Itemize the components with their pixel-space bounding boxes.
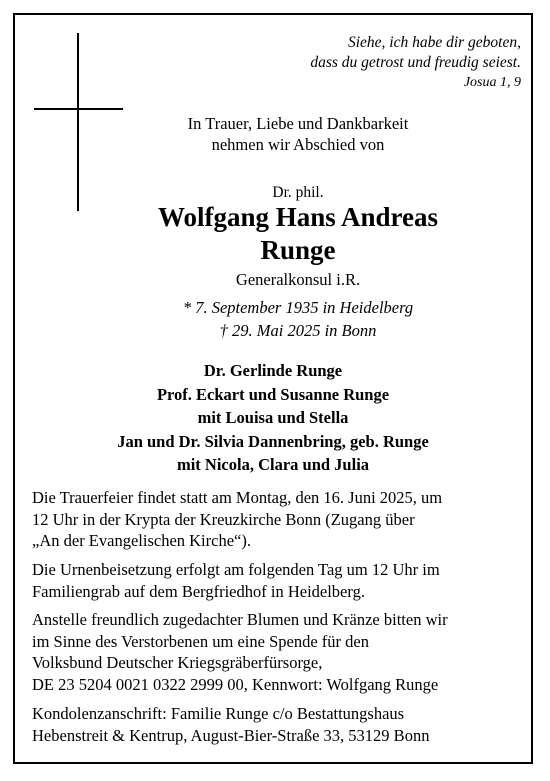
verse-line: Siehe, ich habe dir geboten, bbox=[347, 34, 521, 51]
mourners-list bbox=[25, 359, 521, 477]
donation-paragraph bbox=[32, 609, 521, 695]
paragraph-line: im Sinne des Verstorbenen um eine Spende für den bbox=[32, 631, 369, 651]
bible-verse bbox=[310, 33, 521, 93]
name-line: Wolfgang Hans Andreas bbox=[157, 202, 439, 232]
mourner-line: Prof. Eckart und Susanne Runge bbox=[156, 384, 390, 404]
intro-line: In Trauer, Liebe und Dankbarkeit bbox=[187, 114, 409, 133]
mourner-line: mit Louisa und Stella bbox=[197, 408, 349, 427]
paragraph-line: Familiengrab auf dem Bergfriedhof in Heidelberg. bbox=[32, 581, 365, 601]
intro-text bbox=[75, 113, 521, 155]
paragraph-line: Volksbund Deutscher Kriegsgräberfürsorge, bbox=[32, 653, 323, 672]
death-date: † 29. Mai 2025 in Bonn bbox=[219, 321, 377, 340]
birth-date: * 7. September 1935 in Heidelberg bbox=[182, 298, 414, 317]
paragraph-line: DE 23 5204 0021 0322 2999 00, Kennwort: Wolfgang Runge bbox=[32, 674, 439, 694]
verse-reference: Josua 1, 9 bbox=[463, 75, 521, 90]
paragraph-line: „An der Evangelischen Kirche“). bbox=[32, 531, 251, 550]
mourner-line: Jan und Dr. Silvia Dannenbring, geb. Runge bbox=[117, 431, 429, 451]
paragraph-line: Die Urnenbeisetzung erfolgt am folgenden Tag um 12 Uhr im bbox=[32, 560, 440, 579]
academic-title: Dr. phil. bbox=[272, 184, 324, 201]
obituary-notice bbox=[13, 13, 533, 764]
funeral-paragraph bbox=[32, 487, 521, 552]
name-line: Runge bbox=[260, 235, 336, 265]
paragraph-line: 12 Uhr in der Krypta der Kreuzkirche Bonn (Zugang über bbox=[32, 509, 415, 529]
urn-burial-paragraph bbox=[32, 559, 521, 602]
condolence-address bbox=[32, 703, 521, 746]
intro-line: nehmen wir Abschied von bbox=[211, 135, 385, 154]
mourner-line: Dr. Gerlinde Runge bbox=[203, 361, 343, 380]
deceased-position: Generalkonsul i.R. bbox=[235, 270, 361, 289]
paragraph-line: Kondolenzanschrift: Familie Runge c/o Bestattungshaus bbox=[32, 704, 405, 723]
mourner-line: mit Nicola, Clara und Julia bbox=[176, 455, 370, 474]
life-dates bbox=[75, 296, 521, 342]
paragraph-line: Die Trauerfeier findet statt am Montag, den 16. Juni 2025, um bbox=[32, 488, 443, 507]
verse-line: dass du getrost und freudig seiest. bbox=[310, 54, 521, 71]
paragraph-line: Hebenstreit & Kentrup, August-Bier-Straße 33, 53129 Bonn bbox=[32, 725, 430, 745]
deceased-name bbox=[75, 201, 521, 267]
cross-icon-horizontal bbox=[34, 108, 123, 110]
paragraph-line: Anstelle freundlich zugedachter Blumen und Kränze bitten wir bbox=[32, 610, 448, 629]
